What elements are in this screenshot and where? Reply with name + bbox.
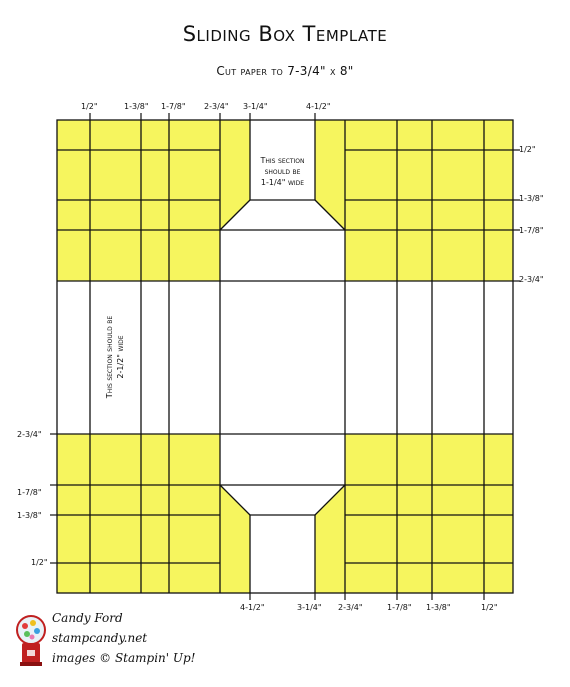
- top-label-3: 1-7/8": [161, 102, 186, 111]
- top-label-4: 2-3/4": [204, 102, 229, 111]
- right-label-2: 1-3/8": [519, 194, 544, 203]
- cut-size-subtitle: Cut paper to 7-3/4" x 8": [216, 64, 354, 78]
- center-tab-note-line-2: should be: [264, 167, 301, 176]
- page-title: Sliding Box Template: [182, 22, 388, 46]
- top-notch-fill: [220, 230, 345, 281]
- center-tab-note-line-1: This section: [260, 156, 305, 165]
- left-section-note-line-1: This section should be: [105, 315, 114, 399]
- left-section-note: [104, 297, 128, 417]
- top-label-6: 4-1/2": [306, 102, 331, 111]
- bottom-label-3: 2-3/4": [338, 603, 363, 612]
- left-label-1: 2-3/4": [17, 430, 42, 439]
- credit-images: images © Stampin' Up!: [52, 651, 196, 665]
- top-label-5: 3-1/4": [243, 102, 268, 111]
- left-section-note-line-2: 2-1/2" wide: [116, 335, 125, 379]
- bottom-notch-fill: [220, 434, 345, 485]
- bottom-label-2: 3-1/4": [297, 603, 322, 612]
- right-label-1: 1/2": [519, 145, 536, 154]
- top-label-2: 1-3/8": [124, 102, 149, 111]
- bottom-label-6: 1/2": [481, 603, 498, 612]
- left-label-4: 1/2": [31, 558, 48, 567]
- right-label-4: 2-3/4": [519, 275, 544, 284]
- bottom-label-5: 1-3/8": [426, 603, 451, 612]
- bottom-label-4: 1-7/8": [387, 603, 412, 612]
- right-label-3: 1-7/8": [519, 226, 544, 235]
- left-label-2: 1-7/8": [17, 488, 42, 497]
- center-tab-note-line-3: 1-1/4" wide: [260, 178, 305, 187]
- bottom-label-1: 4-1/2": [240, 603, 265, 612]
- gumball-machine-logo: [14, 612, 48, 668]
- top-label-1: 1/2": [81, 102, 98, 111]
- center-tab-note: [250, 155, 315, 188]
- credit-website: stampcandy.net: [52, 631, 148, 645]
- credit-author: Candy Ford: [52, 611, 123, 625]
- left-label-3: 1-3/8": [17, 511, 42, 520]
